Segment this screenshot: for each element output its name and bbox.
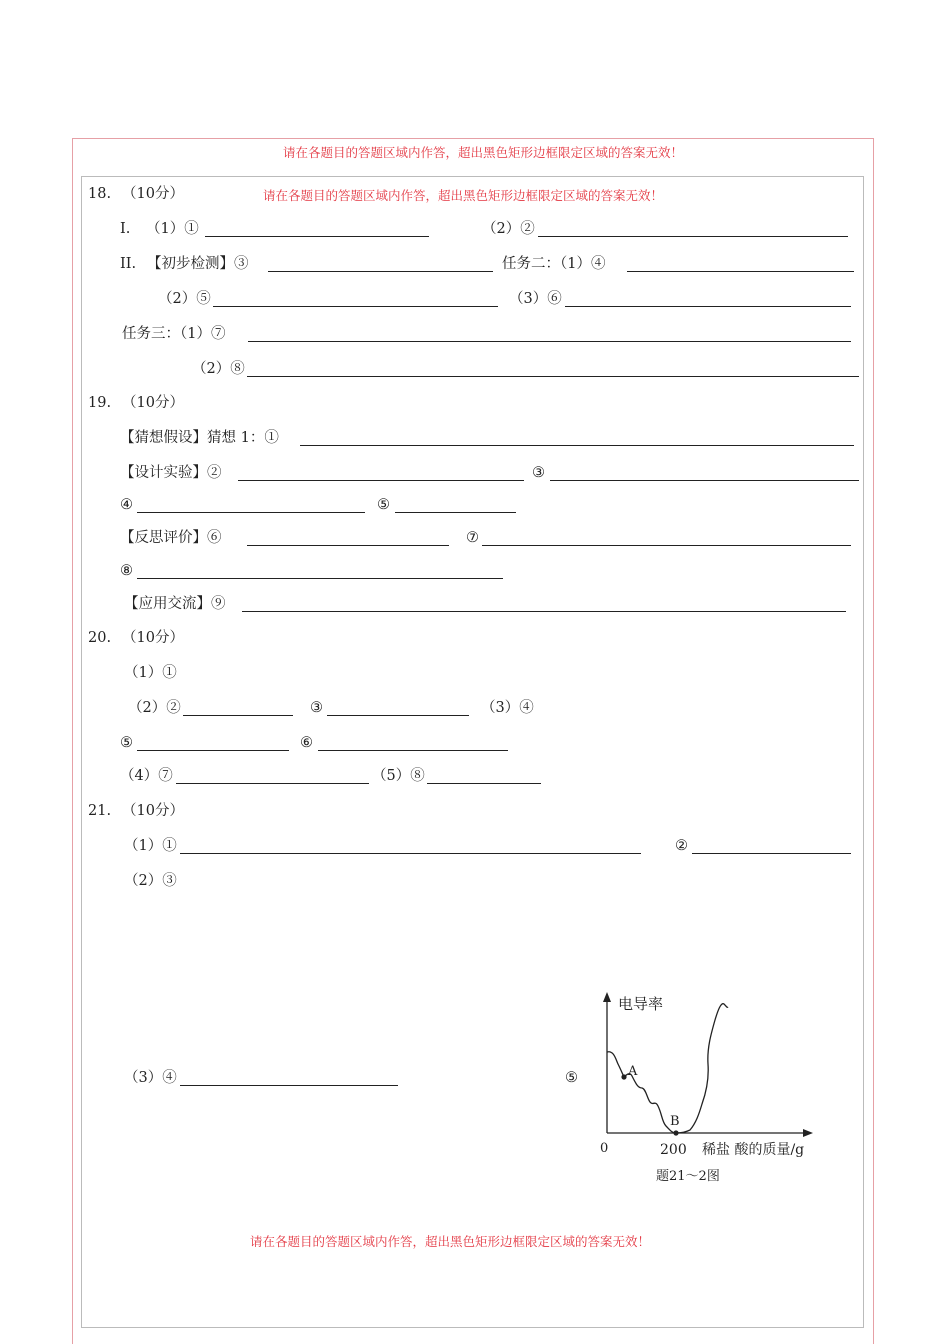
q19-blank-8[interactable] [137,578,503,579]
q20-blank-7[interactable] [176,783,369,784]
q18-blank-4[interactable] [627,271,854,272]
q20-r2-a-label: （2）② [128,700,181,716]
q19-r6-label: 【应用交流】⑨ [124,596,226,612]
q20-blank-3[interactable] [327,715,469,716]
q18-blank-7[interactable] [248,341,851,342]
q19-r1-label: 【猜想假设】猜想 1：① [120,430,279,446]
q20-blank-2[interactable] [183,715,293,716]
q19-r3-b-label: ⑤ [377,497,390,513]
q18-r2-a-label: 【初步检测】③ [147,256,249,272]
q19-number: 19. [88,395,112,411]
q20-r4-a-label: （4）⑦ [120,768,173,784]
y-axis-label: 电导率 [618,995,664,1013]
q18-r4-a-label: 任务三：（1）⑦ [122,326,226,342]
q18-blank-6[interactable] [565,306,851,307]
x-tick-200: 200 [660,1142,687,1158]
q21-blank-1[interactable] [180,853,641,854]
q19-score: （10分） [122,395,184,411]
q20-r3-b-label: ⑥ [300,735,313,751]
q20-score: （10分） [122,630,184,646]
notice-bottom: 请在各题目的答题区域内作答，超出黑色矩形边框限定区域的答案无效！ [250,1234,651,1249]
q20-r4-b-label: （5）⑧ [372,768,425,784]
q18-r2-b-label: 任务二：（1）④ [502,256,606,272]
q18-blank-1[interactable] [205,236,429,237]
q19-blank-5[interactable] [395,512,516,513]
q21-blank-2[interactable] [692,853,851,854]
point-b-label: B [670,1114,680,1129]
q18-r1-roman: I. [120,221,131,237]
q19-blank-4[interactable] [137,512,365,513]
point-b-marker [673,1130,678,1135]
notice-q18: 请在各题目的答题区域内作答，超出黑色矩形边框限定区域的答案无效！ [263,188,664,203]
q21-r1-a-label: （1）① [124,838,177,854]
q20-r3-a-label: ⑤ [120,735,133,751]
q19-r4-b-label: ⑦ [466,530,479,546]
x-axis-arrow-icon [803,1129,813,1137]
origin-label: 0 [600,1141,609,1156]
conductivity-curve [607,1004,728,1133]
x-axis-label: 稀盐 酸的质量/g [702,1142,805,1158]
q20-r1-label: （1）① [124,665,177,681]
q18-r2-roman: II. [120,256,137,272]
q20-blank-8[interactable] [427,783,541,784]
conductivity-graph [590,990,840,1190]
point-a-label: A [628,1064,638,1079]
q18-blank-2[interactable] [538,236,848,237]
q19-blank-9[interactable] [242,611,846,612]
q19-r2-a-label: 【设计实验】② [120,465,222,481]
q19-blank-1[interactable] [300,445,854,446]
q19-r2-b-label: ③ [532,465,545,481]
q18-r1-b-label: （2）② [482,221,535,237]
q18-r3-a-label: （2）⑤ [158,291,211,307]
q21-r3-a-label: （3）④ [124,1070,177,1086]
q21-r2-label: （2）③ [124,873,177,889]
q20-blank-6[interactable] [318,750,508,751]
q18-r1-a-label: （1）① [146,221,199,237]
q20-blank-5[interactable] [137,750,289,751]
graph-caption: 题21～2图 [656,1169,720,1184]
y-axis-arrow-icon [603,992,611,1002]
q21-blank-4[interactable] [180,1085,398,1086]
q19-r5-label: ⑧ [120,563,133,579]
q18-blank-5[interactable] [213,306,498,307]
q19-r3-a-label: ④ [120,497,133,513]
q18-blank-8[interactable] [247,376,859,377]
q21-r1-b-label: ② [675,838,688,854]
q21-r3-b-label: ⑤ [565,1070,578,1086]
q20-r2-c-label: （3）④ [481,700,534,716]
q21-number: 21. [88,803,112,819]
notice-top: 请在各题目的答题区域内作答，超出黑色矩形边框限定区域的答案无效！ [283,145,684,160]
q19-r4-a-label: 【反思评价】⑥ [120,530,222,546]
q18-r3-b-label: （3）⑥ [509,291,562,307]
q19-blank-6[interactable] [247,545,449,546]
point-a-marker [621,1074,626,1079]
q21-score: （10分） [122,803,184,819]
q18-r5-a-label: （2）⑧ [192,361,245,377]
q19-blank-2[interactable] [238,480,524,481]
q19-blank-7[interactable] [482,545,851,546]
q18-score: （10分） [122,186,184,202]
q18-blank-3[interactable] [268,271,493,272]
q20-r2-b-label: ③ [310,700,323,716]
q19-blank-3[interactable] [550,480,859,481]
q20-number: 20. [88,630,112,646]
q18-number: 18. [88,186,112,202]
